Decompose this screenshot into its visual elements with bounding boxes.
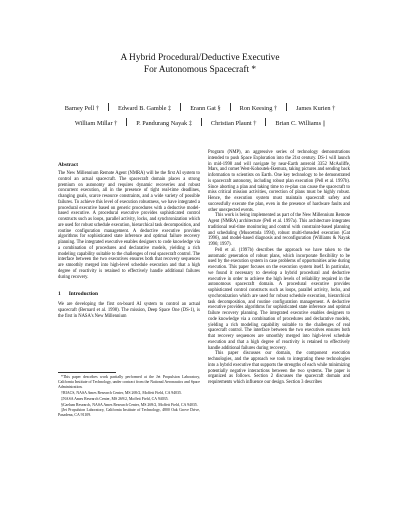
section-number: 1 [58,291,61,298]
author: Edward B. Gamble ‡ [118,105,172,112]
author-separator [230,103,231,111]
author: Barney Pell † [64,105,100,112]
footnote-rule [58,372,116,373]
author: Brian C. Williams || [275,120,326,127]
footnote: †RIACS, NASA Ames Research Center, MS 269/2, Moffett Field, CA 94035. [61,390,182,395]
body-paragraph: This paper discusses our domain, the component execution technologies, and the approach we took to integrating these technologies into a hybrid executive that supports the strengths of each while minimizing potentially negative interactions between the two systems. The paper is organized as follows. Section 2 discusses the spacecraft domain and requirements which influence our design. Section 3 describes [208,351,350,385]
abstract-heading: Abstract [58,162,79,168]
abstract-text: The New Millennium Remote Agent (NMRA) will be the first AI system to control an actual spacecraft. The spacecraft domain places a strong premium on autonomy and requires dynamic recoveries and robust concurrent execution, all in the presence of tight real-time deadlines, changing goals, scarce resource constraints, and a wide variety of possible failures. To achieve this level of execution robustness, we have integrated a procedural executive based on generic procedures with a deductive model-based executive. A procedural executive provides sophisticated control constructs such as loops, parallel activity, locks, and synchronization which are used for robust schedule execution, hierarchical task decomposition, and routine configuration management. A deductive executive provides algorithms for sophisticated state inference and optimal failure recovery planning. The integrated executive enables designers to code knowledge via a combination of procedures and declarative models, yielding a rich modeling capability suitable to the challenges of real spacecraft control. The interface between the two executives ensures both that recovery sequences are smoothly merged into high-level schedule execution and that a high degree of reactivity is retained to effectively handle additional failures during recovery. [58,171,200,280]
footnotes [58,372,200,419]
author-row-2 [40,116,360,131]
body-paragraph: Pell et al. (1997b) describes the approach we have taken to the automatic generation of robust plans, which incorporate flexibility to be used by the execution system in case problems of opportunities arise during execution. This paper focuses on the execution system itself. In particular, we found it necessary to develop a hybrid procedural and deductive executive in order to achieve the high levels of reliability required in the autonomous spacecraft domain. A procedural executive provides sophisticated control constructs such as loops, parallel activity, locks, and synchronization which are used for robust schedule execution, hierarchical task decomposition, and routine configuration management. A deductive executive provides algorithms for sophisticated state inference and optimal failure recovery planning. The integrated executive enables designers to code knowledge via a combination of procedures and declarative models, yielding a rich modeling capability suitable to the challenges of real spacecraft control. The interface between the two executives ensures both that recovery sequences are smoothly merged into high-level schedule execution and that a high degree of reactivity is retained to effectively handle additional failures during recovery. [208,247,350,351]
footnote: ‡NASA Ames Research Center, MS 269/2, Moffett Field, CA 94035. [61,396,169,401]
body-paragraph: This work is being implemented as part of the New Millennium Remote Agent (NMRA) architecture (Pell et al. 1997a). This architecture integrates traditional real-time monitoring and control with constraint-based planning and scheduling (Muscettola 1994), robust multi-threaded execution (Gat 1996), and model-based diagnosis and reconfiguration (Williams & Nayak 1996; 1997). [208,213,350,247]
author: P. Pandurang Nayak ‡ [136,120,192,127]
footnote: ||Jet Propulsion Laboratory, California Institute of Technology, 4800 Oak Grove Drive, Pasadena, CA 91109. [58,408,200,418]
author-separator [180,103,181,111]
section-heading-introduction [58,291,200,298]
author-row-1 [40,101,360,116]
author-separator [126,118,127,126]
author: William Millar † [74,120,118,127]
author-separator [201,118,202,126]
author-list [40,101,360,131]
author: Erann Gat § [190,105,221,112]
author: James Kurien † [296,105,336,112]
title-line-1: A Hybrid Procedural/Deductive Executive [120,53,280,63]
left-column [58,162,200,320]
author-separator [286,103,287,111]
right-column [208,150,350,386]
paper-title [0,53,400,76]
footnote: *This paper describes work partially performed at the Jet Propulsion Laboratory, California Institute of Technology, under contract from the National Aeronautics and Space Administration. [58,375,201,389]
author: Ron Keesing † [239,105,278,112]
title-line-2: For Autonomous Spacecraft * [143,64,257,75]
section-title: Introduction [68,291,98,298]
intro-paragraph: We are developing the first on-board AI system to control an actual spacecraft (Bernard et al. 1998). The mission, Deep Space One (DS-1), is the first in NASA's New Millennium [58,302,200,319]
author: Christian Plaunt † [210,120,257,127]
body-paragraph: Program (NMP), an aggressive series of technology demonstrations intended to push Space Exploration into the 21st century. DS-1 will launch in mid-1998 and will navigate by near-Earth asteroid 3352 McAuliffe, Mars, and comet West-Kohoutek-Ikemura, taking pictures and sending back information to scientists on Earth. One key technology to be demonstrated is spacecraft autonomy, including robust plan execution (Pell et al. 1997b). Since aborting a plan and taking time to re-plan can cause the spacecraft to miss critical mission activities, correction of plans must be highly robust. Hence, the execution system must maintain spacecraft safety and successfully execute the plan, even in the presence of hardware faults and other unexpected events. [208,150,350,213]
footnote: §Caelum Research, NASA Ames Research Center, MS 269/2, Moffett Field, CA 94035. [61,402,198,407]
author-separator [265,118,266,126]
author-separator [108,103,109,111]
